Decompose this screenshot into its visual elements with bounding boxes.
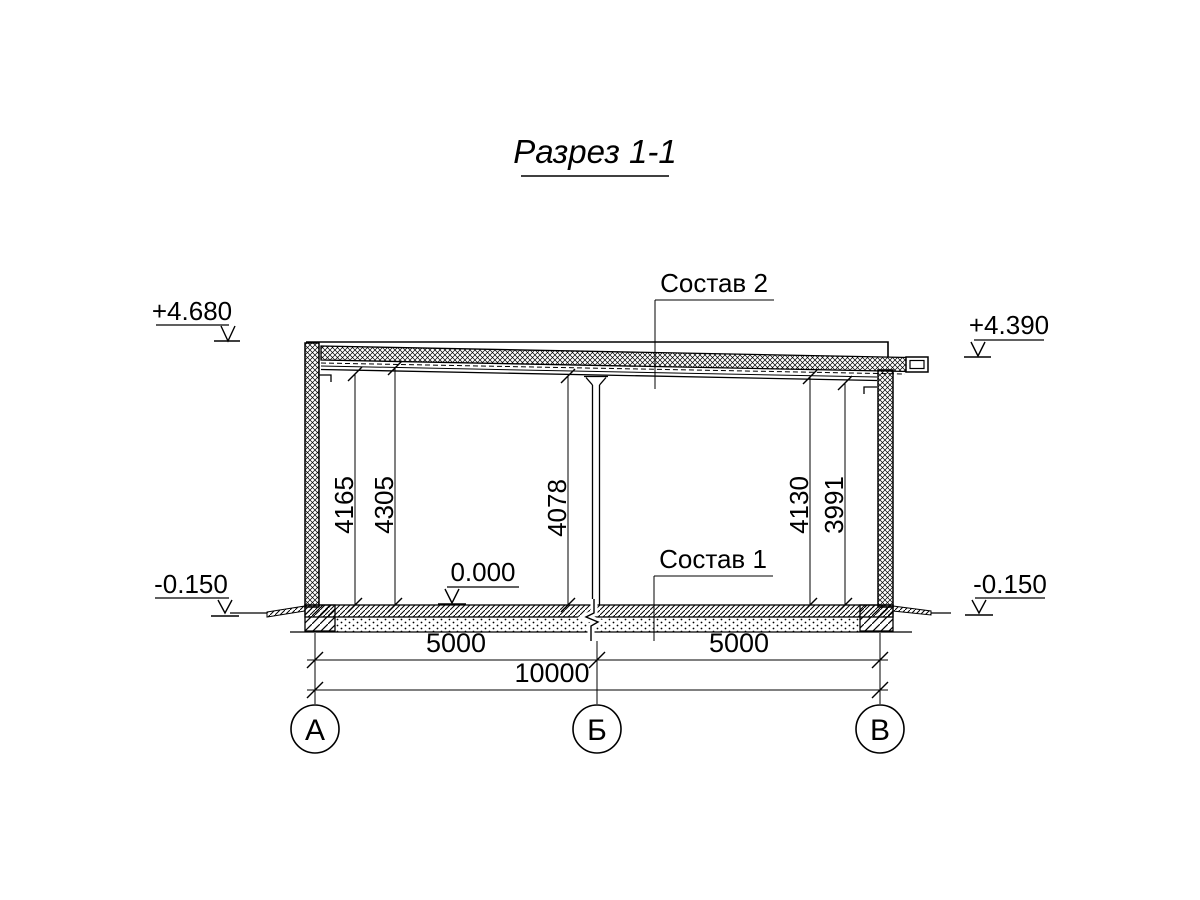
right-foundation: [860, 605, 893, 631]
axis-bubble-b-label: Б: [587, 714, 607, 747]
drawing-title: Разрез 1-1: [513, 133, 677, 170]
left-foundation: [305, 605, 335, 631]
elevation-roof-right-value: +4.390: [968, 310, 1050, 340]
left-wall: [305, 343, 319, 607]
elevation-roof-left-value: +4.680: [151, 296, 233, 326]
vdim-3-value: 4078: [542, 479, 572, 537]
vdim-4-value: 4130: [784, 476, 814, 534]
left-span-value: 5000: [425, 628, 487, 658]
right-span-value: 5000: [708, 628, 770, 658]
elevation-ground-right-value: -0.150: [973, 569, 1047, 599]
elevation-ground-left-value: -0.150: [154, 569, 228, 599]
elevation-floor-zero-value: 0.000: [450, 557, 516, 587]
right-wall: [878, 370, 893, 607]
roof-end-cap: [906, 357, 928, 372]
floor-composition-text: Состав 1: [659, 544, 767, 574]
title-block: [513, 133, 677, 176]
vdim-2-value: 4305: [369, 476, 399, 534]
total-span-value: 10000: [514, 658, 590, 688]
vdim-1-value: 4165: [329, 476, 359, 534]
roof-composition-text: Состав 2: [660, 268, 768, 298]
vdim-5-value: 3991: [819, 476, 849, 534]
axis-bubble-a-label: А: [304, 714, 326, 747]
axis-bubble-v-label: В: [869, 714, 891, 747]
